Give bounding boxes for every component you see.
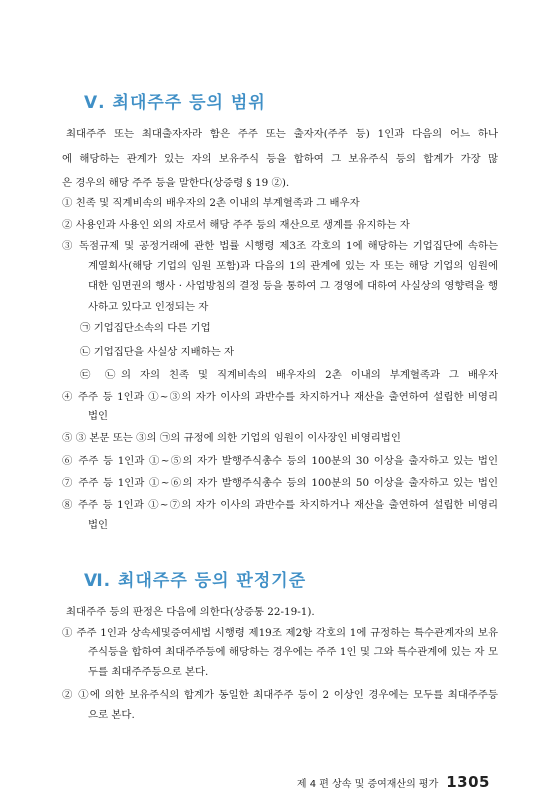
page-number: 1305	[446, 773, 490, 791]
list-item-3-line-2: 계열회사(해당 기업의 임원 포함)과 다음의 1의 관계에 있는 자 또는 해당 기업의 임원에	[88, 260, 498, 272]
list-item-4-line-1: ④ 주주 등 1인과 ①~③의 자가 이사의 과반수를 차지하거나 재산을 출연하여 설립한 비영리	[62, 391, 498, 403]
section-heading-6: Ⅵ. 최대주주 등의 판정기준	[84, 571, 307, 591]
list-item-5: ⑤ ③ 본문 또는 ③의 ㉠의 규정에 의한 기업의 임원이 이사장인 비영리법인	[62, 432, 401, 444]
criteria-item-1-line-3: 두를 최대주주등으로 본다.	[88, 666, 209, 678]
intro-line-3: 은 경우의 해당 주주 등을 말한다(상증령 § 19 ②).	[62, 177, 290, 189]
sub-item-2: ㉡ 기업집단을 사실상 지배하는 자	[80, 346, 235, 358]
criteria-item-1-line-1: ① 주주 1인과 상속세및증여세법 시행령 제19조 제2항 각호의 1에 규정하는 특수관계자의 보유	[62, 627, 498, 639]
list-item-7: ⑦ 주주 등 1인과 ①~⑥의 자가 발행주식총수 등의 100분의 50 이상을 출자하고 있는 법인	[62, 477, 498, 489]
list-item-3-line-3: 대한 임면권의 행사 · 사업방침의 결정 등을 통하여 그 경영에 대하여 사실상의 영향력을 행	[88, 280, 498, 292]
criteria-item-2-line-1: ② ①에 의한 보유주식의 합계가 동일한 최대주주 등이 2 이상인 경우에는 모두를 최대주주등	[62, 689, 498, 701]
section-heading-5: Ⅴ. 최대주주 등의 범위	[84, 93, 266, 113]
list-item-8-line-1: ⑧ 주주 등 1인과 ①~⑦의 자가 이사의 과반수를 차지하거나 재산을 출연하여 설립한 비영리	[62, 499, 498, 511]
list-item-1: ① 친족 및 직계비속의 배우자의 2촌 이내의 부계혈족과 그 배우자	[62, 197, 360, 209]
intro-line-2: 에 해당하는 관계가 있는 자의 보유주식 등을 합하여 그 보유주식 등의 합계가 가장 많	[62, 153, 498, 165]
list-item-6: ⑥ 주주 등 1인과 ①~⑤의 자가 발행주식총수 등의 100분의 30 이상을 출자하고 있는 법인	[62, 455, 498, 467]
criteria-item-2-line-2: 으로 본다.	[88, 709, 135, 721]
list-item-3-line-1: ③ 독점규제 및 공정거래에 관한 법률 시행령 제3조 각호의 1에 해당하는 기업집단에 속하는	[62, 240, 498, 252]
sub-item-3: ㉢ ㉡의 자의 친족 및 직계비속의 배우자의 2촌 이내의 부계혈족과 그 배우자	[80, 369, 498, 381]
list-item-3-line-4: 사하고 있다고 인정되는 자	[88, 301, 209, 313]
intro-line-4: 최대주주 등의 판정은 다음에 의한다(상증통 22-19-1).	[66, 606, 315, 618]
chapter-title: 제 4 편 상속 및 증여재산의 평가	[296, 779, 439, 790]
criteria-item-1-line-2: 주식등을 합하여 최대주주등에 해당하는 경우에는 주주 1인 및 그와 특수관계에 있는 자 모	[88, 646, 498, 658]
list-item-4-line-2: 법인	[88, 410, 109, 422]
list-item-2: ② 사용인과 사용인 외의 자로서 해당 주주 등의 재산으로 생계를 유지하는 자	[62, 219, 410, 231]
intro-line-1: 최대주주 또는 최대출자자라 함은 주주 또는 출자자(주주 등) 1인과 다음의 어느 하나	[66, 128, 498, 140]
sub-item-1: ㉠ 기업집단소속의 다른 기업	[80, 322, 211, 334]
list-item-8-line-2: 법인	[88, 519, 109, 531]
page-footer	[297, 773, 490, 791]
